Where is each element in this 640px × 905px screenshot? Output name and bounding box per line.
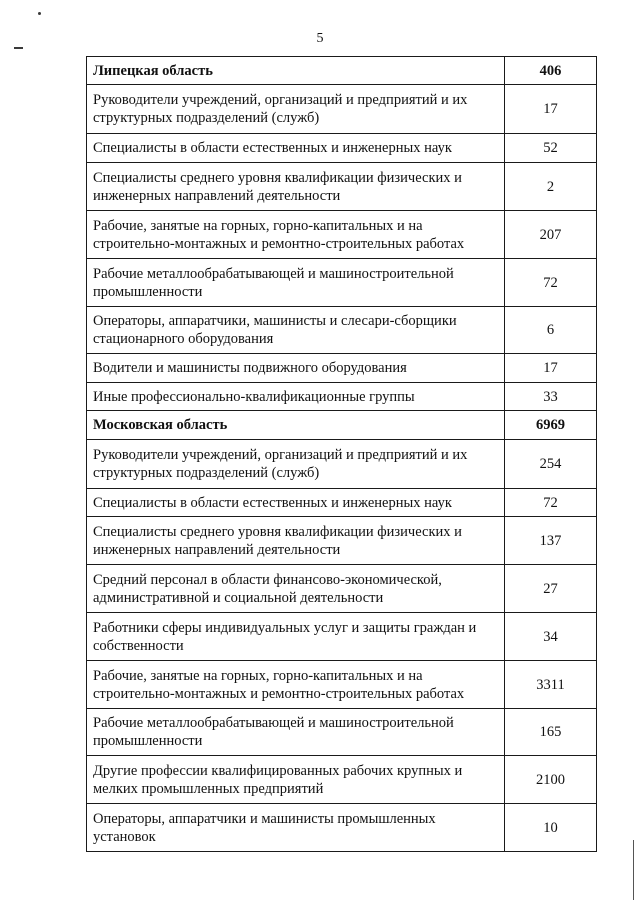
scan-edge-line bbox=[633, 840, 634, 900]
region-total: 6969 bbox=[505, 411, 597, 440]
occupation-name: Руководители учреждений, организаций и предприятий и их структурных подразделений (служб) bbox=[87, 85, 505, 134]
region-name: Московская область bbox=[87, 411, 505, 440]
table-row bbox=[87, 383, 597, 411]
occupation-quota: 27 bbox=[505, 565, 597, 613]
table-row bbox=[87, 211, 597, 259]
occupation-quota: 2 bbox=[505, 163, 597, 211]
occupation-quota: 52 bbox=[505, 134, 597, 163]
region-row bbox=[87, 57, 597, 85]
occupation-quota: 72 bbox=[505, 489, 597, 517]
occupation-quota: 207 bbox=[505, 211, 597, 259]
occupation-name: Водители и машинисты подвижного оборудования bbox=[87, 354, 505, 383]
occupation-quota: 254 bbox=[505, 440, 597, 489]
occupation-quota: 10 bbox=[505, 804, 597, 852]
occupation-name: Операторы, аппаратчики, машинисты и слесари-сборщики стационарного оборудования bbox=[87, 307, 505, 354]
occupation-quota: 2100 bbox=[505, 756, 597, 804]
table-row bbox=[87, 85, 597, 134]
region-row bbox=[87, 411, 597, 440]
occupation-name: Специалисты в области естественных и инженерных наук bbox=[87, 134, 505, 163]
table-row bbox=[87, 134, 597, 163]
occupation-name: Рабочие, занятые на горных, горно-капитальных и на строительно-монтажных и ремонтно-строительных работах bbox=[87, 661, 505, 709]
table-row bbox=[87, 163, 597, 211]
table-row bbox=[87, 517, 597, 565]
occupation-quota: 6 bbox=[505, 307, 597, 354]
occupation-name: Другие профессии квалифицированных рабочих крупных и мелких промышленных предприятий bbox=[87, 756, 505, 804]
table-row bbox=[87, 709, 597, 756]
occupation-name: Работники сферы индивидуальных услуг и защиты граждан и собственности bbox=[87, 613, 505, 661]
scan-dash bbox=[14, 47, 23, 49]
quota-table bbox=[86, 56, 597, 852]
table-row bbox=[87, 661, 597, 709]
occupation-name: Рабочие металлообрабатывающей и машиностроительной промышленности bbox=[87, 709, 505, 756]
page-number: 5 bbox=[316, 31, 324, 46]
occupation-name: Специалисты среднего уровня квалификации физических и инженерных направлений деятельности bbox=[87, 517, 505, 565]
table-row bbox=[87, 354, 597, 383]
occupation-quota: 137 bbox=[505, 517, 597, 565]
scan-dot bbox=[38, 12, 41, 15]
occupation-name: Операторы, аппаратчики и машинисты промышленных установок bbox=[87, 804, 505, 852]
table-row bbox=[87, 804, 597, 852]
table-row bbox=[87, 307, 597, 354]
region-total: 406 bbox=[505, 57, 597, 85]
occupation-name: Средний персонал в области финансово-экономической, административной и социальной деятельности bbox=[87, 565, 505, 613]
occupation-name: Специалисты в области естественных и инженерных наук bbox=[87, 489, 505, 517]
occupation-quota: 72 bbox=[505, 259, 597, 307]
occupation-quota: 3311 bbox=[505, 661, 597, 709]
occupation-quota: 17 bbox=[505, 85, 597, 134]
occupation-quota: 33 bbox=[505, 383, 597, 411]
occupation-name: Иные профессионально-квалификационные группы bbox=[87, 383, 505, 411]
table-row bbox=[87, 259, 597, 307]
occupation-quota: 165 bbox=[505, 709, 597, 756]
table-row bbox=[87, 440, 597, 489]
occupation-name: Специалисты среднего уровня квалификации физических и инженерных направлений деятельности bbox=[87, 163, 505, 211]
occupation-name: Рабочие металлообрабатывающей и машиностроительной промышленности bbox=[87, 259, 505, 307]
table-body bbox=[87, 57, 597, 852]
table-row bbox=[87, 613, 597, 661]
occupation-name: Руководители учреждений, организаций и предприятий и их структурных подразделений (служб) bbox=[87, 440, 505, 489]
table-row bbox=[87, 756, 597, 804]
region-name: Липецкая область bbox=[87, 57, 505, 85]
table-row bbox=[87, 489, 597, 517]
table-row bbox=[87, 565, 597, 613]
occupation-name: Рабочие, занятые на горных, горно-капитальных и на строительно-монтажных и ремонтно-строительных работах bbox=[87, 211, 505, 259]
occupation-quota: 34 bbox=[505, 613, 597, 661]
occupation-quota: 17 bbox=[505, 354, 597, 383]
